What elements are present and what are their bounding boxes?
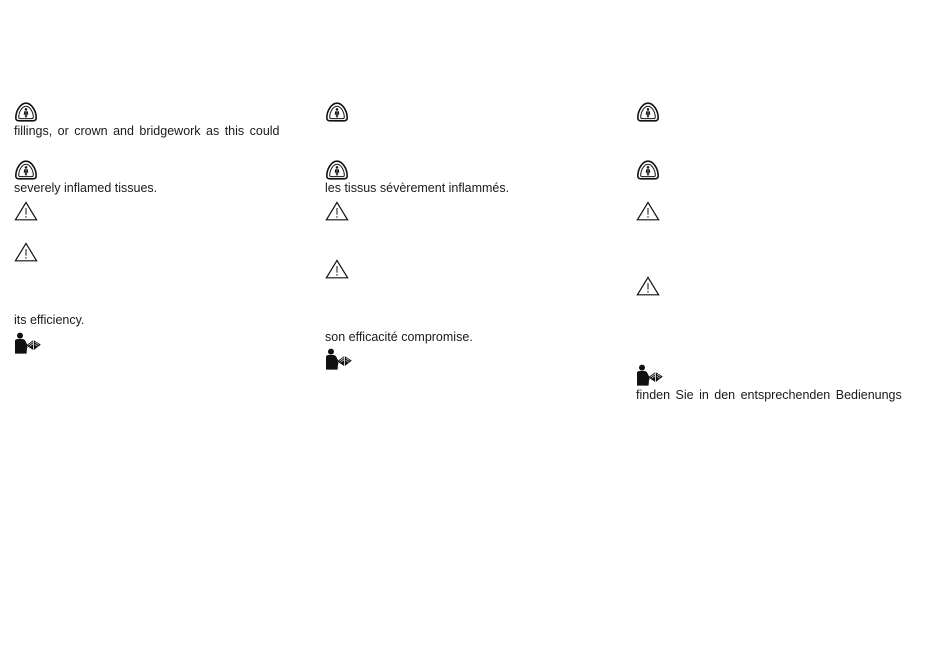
read-manual-icon: [14, 332, 42, 354]
caution-triangle-icon: [325, 259, 349, 279]
pacemaker-warning-icon: [636, 160, 660, 180]
caution-triangle-icon: [14, 242, 38, 262]
column-german: [636, 0, 936, 665]
caution-triangle-icon: [636, 276, 660, 296]
caution-triangle-icon: [325, 201, 349, 221]
column-english: [14, 0, 314, 665]
text-manuals: finden Sie in den entsprechenden Bedienungs: [636, 388, 902, 402]
text-inflamed-tissues: severely inflamed tissues.: [14, 181, 158, 195]
column-french: [325, 0, 625, 665]
text-efficiency: son efficacité compromise.: [325, 330, 473, 344]
pacemaker-warning-icon: [325, 102, 349, 122]
pacemaker-warning-icon: [14, 102, 38, 122]
text-fillings: fillings, or crown and bridgework as this could: [14, 124, 280, 138]
read-manual-icon: [325, 348, 353, 370]
text-inflamed-tissues: les tissus sévèrement inflammés.: [325, 181, 510, 195]
pacemaker-warning-icon: [325, 160, 349, 180]
pacemaker-warning-icon: [14, 160, 38, 180]
read-manual-icon: [636, 364, 664, 386]
pacemaker-warning-icon: [636, 102, 660, 122]
caution-triangle-icon: [14, 201, 38, 221]
text-efficiency: its efficiency.: [14, 313, 85, 327]
caution-triangle-icon: [636, 201, 660, 221]
